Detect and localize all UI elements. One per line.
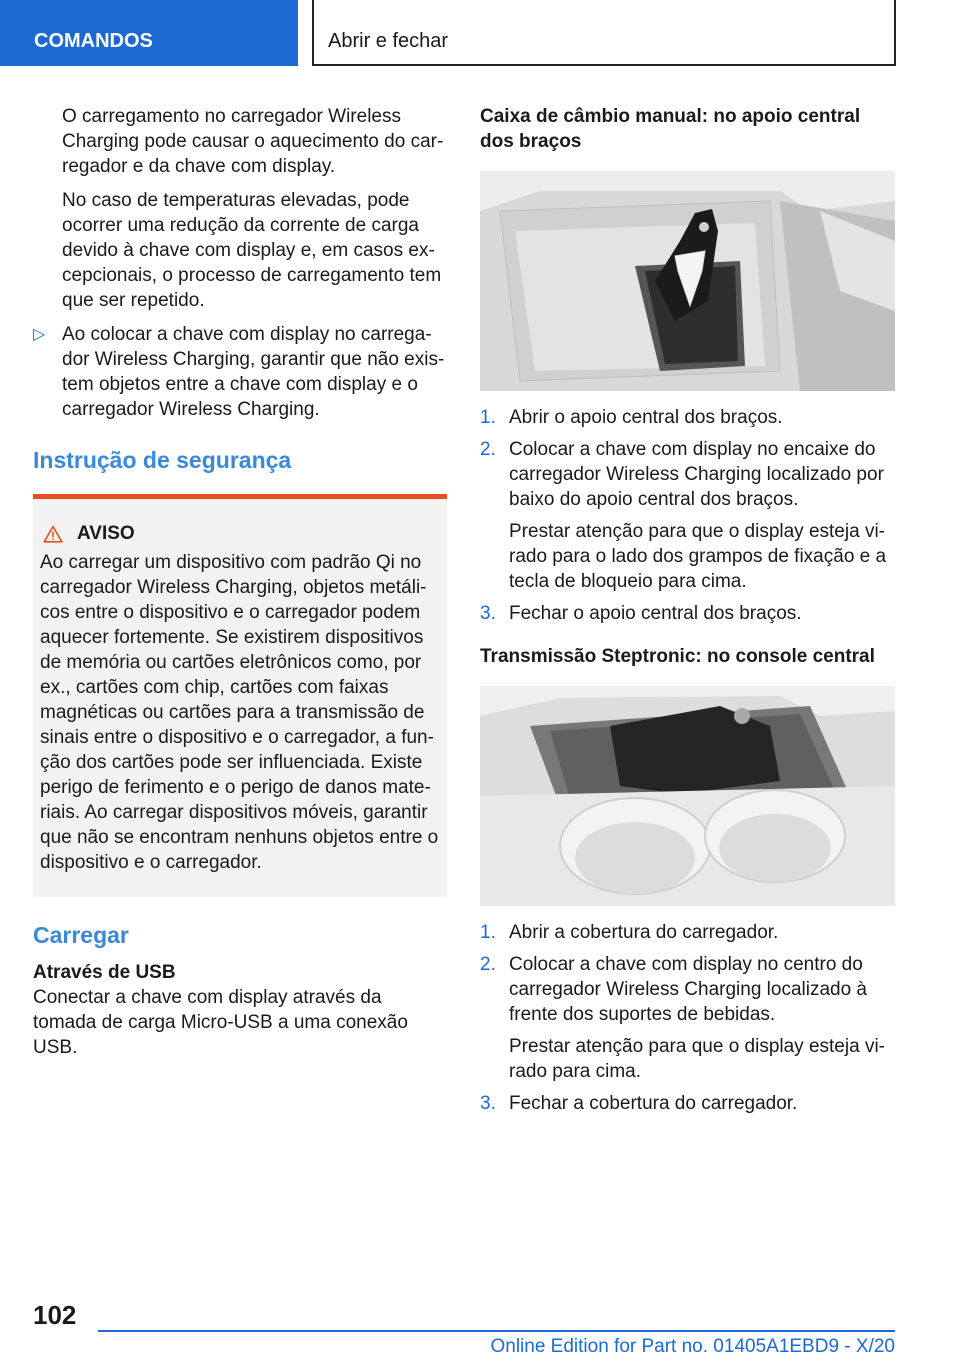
- step-text: Colocar a chave com display no encaixe do carregador Wireless Charging localizado por baixo do apoio central dos braços.: [509, 439, 884, 510]
- steptronic-steps: [480, 920, 895, 1116]
- step-text: Abrir o apoio central dos braços.: [509, 407, 783, 428]
- armrest-charger-drawing: [480, 171, 895, 391]
- step-number: 2.: [480, 439, 496, 460]
- step-note: [480, 519, 895, 594]
- chapter-tab: [312, 0, 896, 66]
- chapter-title: Abrir e fechar: [328, 30, 449, 52]
- console-charger-illustration: [480, 686, 895, 906]
- warning-box: [33, 494, 447, 897]
- section-title: COMANDOS: [34, 30, 153, 52]
- warning-title-row: [40, 521, 447, 546]
- warning-title: AVISO: [77, 523, 135, 544]
- console-charger-drawing: [480, 686, 895, 906]
- armrest-charger-illustration: [480, 171, 895, 391]
- step-number: 2.: [480, 954, 496, 975]
- bullet-item: [33, 322, 447, 422]
- step-item: [480, 601, 895, 626]
- step-item: [480, 1091, 895, 1116]
- usb-paragraph: Conectar a chave com display através da tomada de carga Micro-USB a uma conexão USB.: [33, 987, 408, 1058]
- step-text: Prestar atenção para que o display esteja virado para o lado dos grampos de fixação e a tecla de bloqueio para cima.: [509, 521, 887, 592]
- step-text: Prestar atenção para que o display esteja virado para cima.: [509, 1036, 885, 1082]
- warning-triangle-icon: [43, 525, 63, 543]
- step-number: 1.: [480, 407, 496, 428]
- step-item: [480, 952, 895, 1027]
- triangle-bullet-icon: ▷: [33, 326, 46, 343]
- step-note: [480, 1034, 895, 1084]
- step-number: 3.: [480, 603, 496, 624]
- step-text: Fechar a cobertura do carregador.: [509, 1093, 798, 1114]
- footer-divider: [98, 1330, 895, 1332]
- section-tab: [0, 0, 298, 66]
- step-text: Colocar a chave com display no centro do carregador Wireless Charging localizado à frente dos suportes de bebidas.: [509, 954, 868, 1025]
- step-text: Abrir a cobertura do carregador.: [509, 922, 779, 943]
- paragraph-high-temperature: No caso de temperaturas elevadas, pode ocorrer uma redução da corrente de carga devido à chave com display e, em casos excepcionais, o processo de carregamento tem que ser repetido.: [62, 190, 442, 311]
- manual-heading: Caixa de câmbio manual: no apoio central dos braços: [480, 106, 861, 152]
- step-text: Fechar o apoio central dos braços.: [509, 603, 802, 624]
- paragraph-charging-heat: O carregamento no carregador Wireless Charging pode causar o aquecimento do carregador e da chave com display.: [62, 106, 444, 177]
- page-number: 102: [33, 1300, 77, 1330]
- bullet-text: Ao colocar a chave com display no carregador Wireless Charging, garantir que não existem objetos entre a chave com display e o carregador Wireless Charging.: [62, 324, 445, 420]
- edition-footer: Online Edition for Part no. 01405A1EBD9 - X/20: [490, 1336, 895, 1357]
- charge-heading: Carregar: [33, 922, 129, 948]
- steptronic-heading: Transmissão Steptronic: no console central: [480, 646, 875, 667]
- usb-heading: Através de USB: [33, 962, 176, 983]
- step-item: [480, 920, 895, 945]
- step-item: [480, 405, 895, 430]
- left-column: [33, 104, 447, 1060]
- safety-heading: Instrução de segurança: [33, 447, 292, 473]
- right-column: [480, 104, 895, 1123]
- step-number: 1.: [480, 922, 496, 943]
- manual-steps: [480, 405, 895, 626]
- step-item: [480, 437, 895, 512]
- warning-body: Ao carregar um dispositivo com padrão Qi no carregador Wireless Charging, objetos metálicos entre o dispositivo e o carregador podem aquecer fortemente. Se existirem dispositivos de memória ou cartões eletrônicos como, por ex., cartões com chip, cartões com faixas magnéticas ou cartões para a transmissão de sinais entre o dispositivo e o carregador, a função dos cartões pode ser influenciada. Existe perigo de ferimento e o perigo de danos materiais. Ao carregar dispositivos móveis, garantir que não se encontram nenhuns objetos entre o dispositivo e o carregador.: [40, 552, 439, 873]
- step-number: 3.: [480, 1093, 496, 1114]
